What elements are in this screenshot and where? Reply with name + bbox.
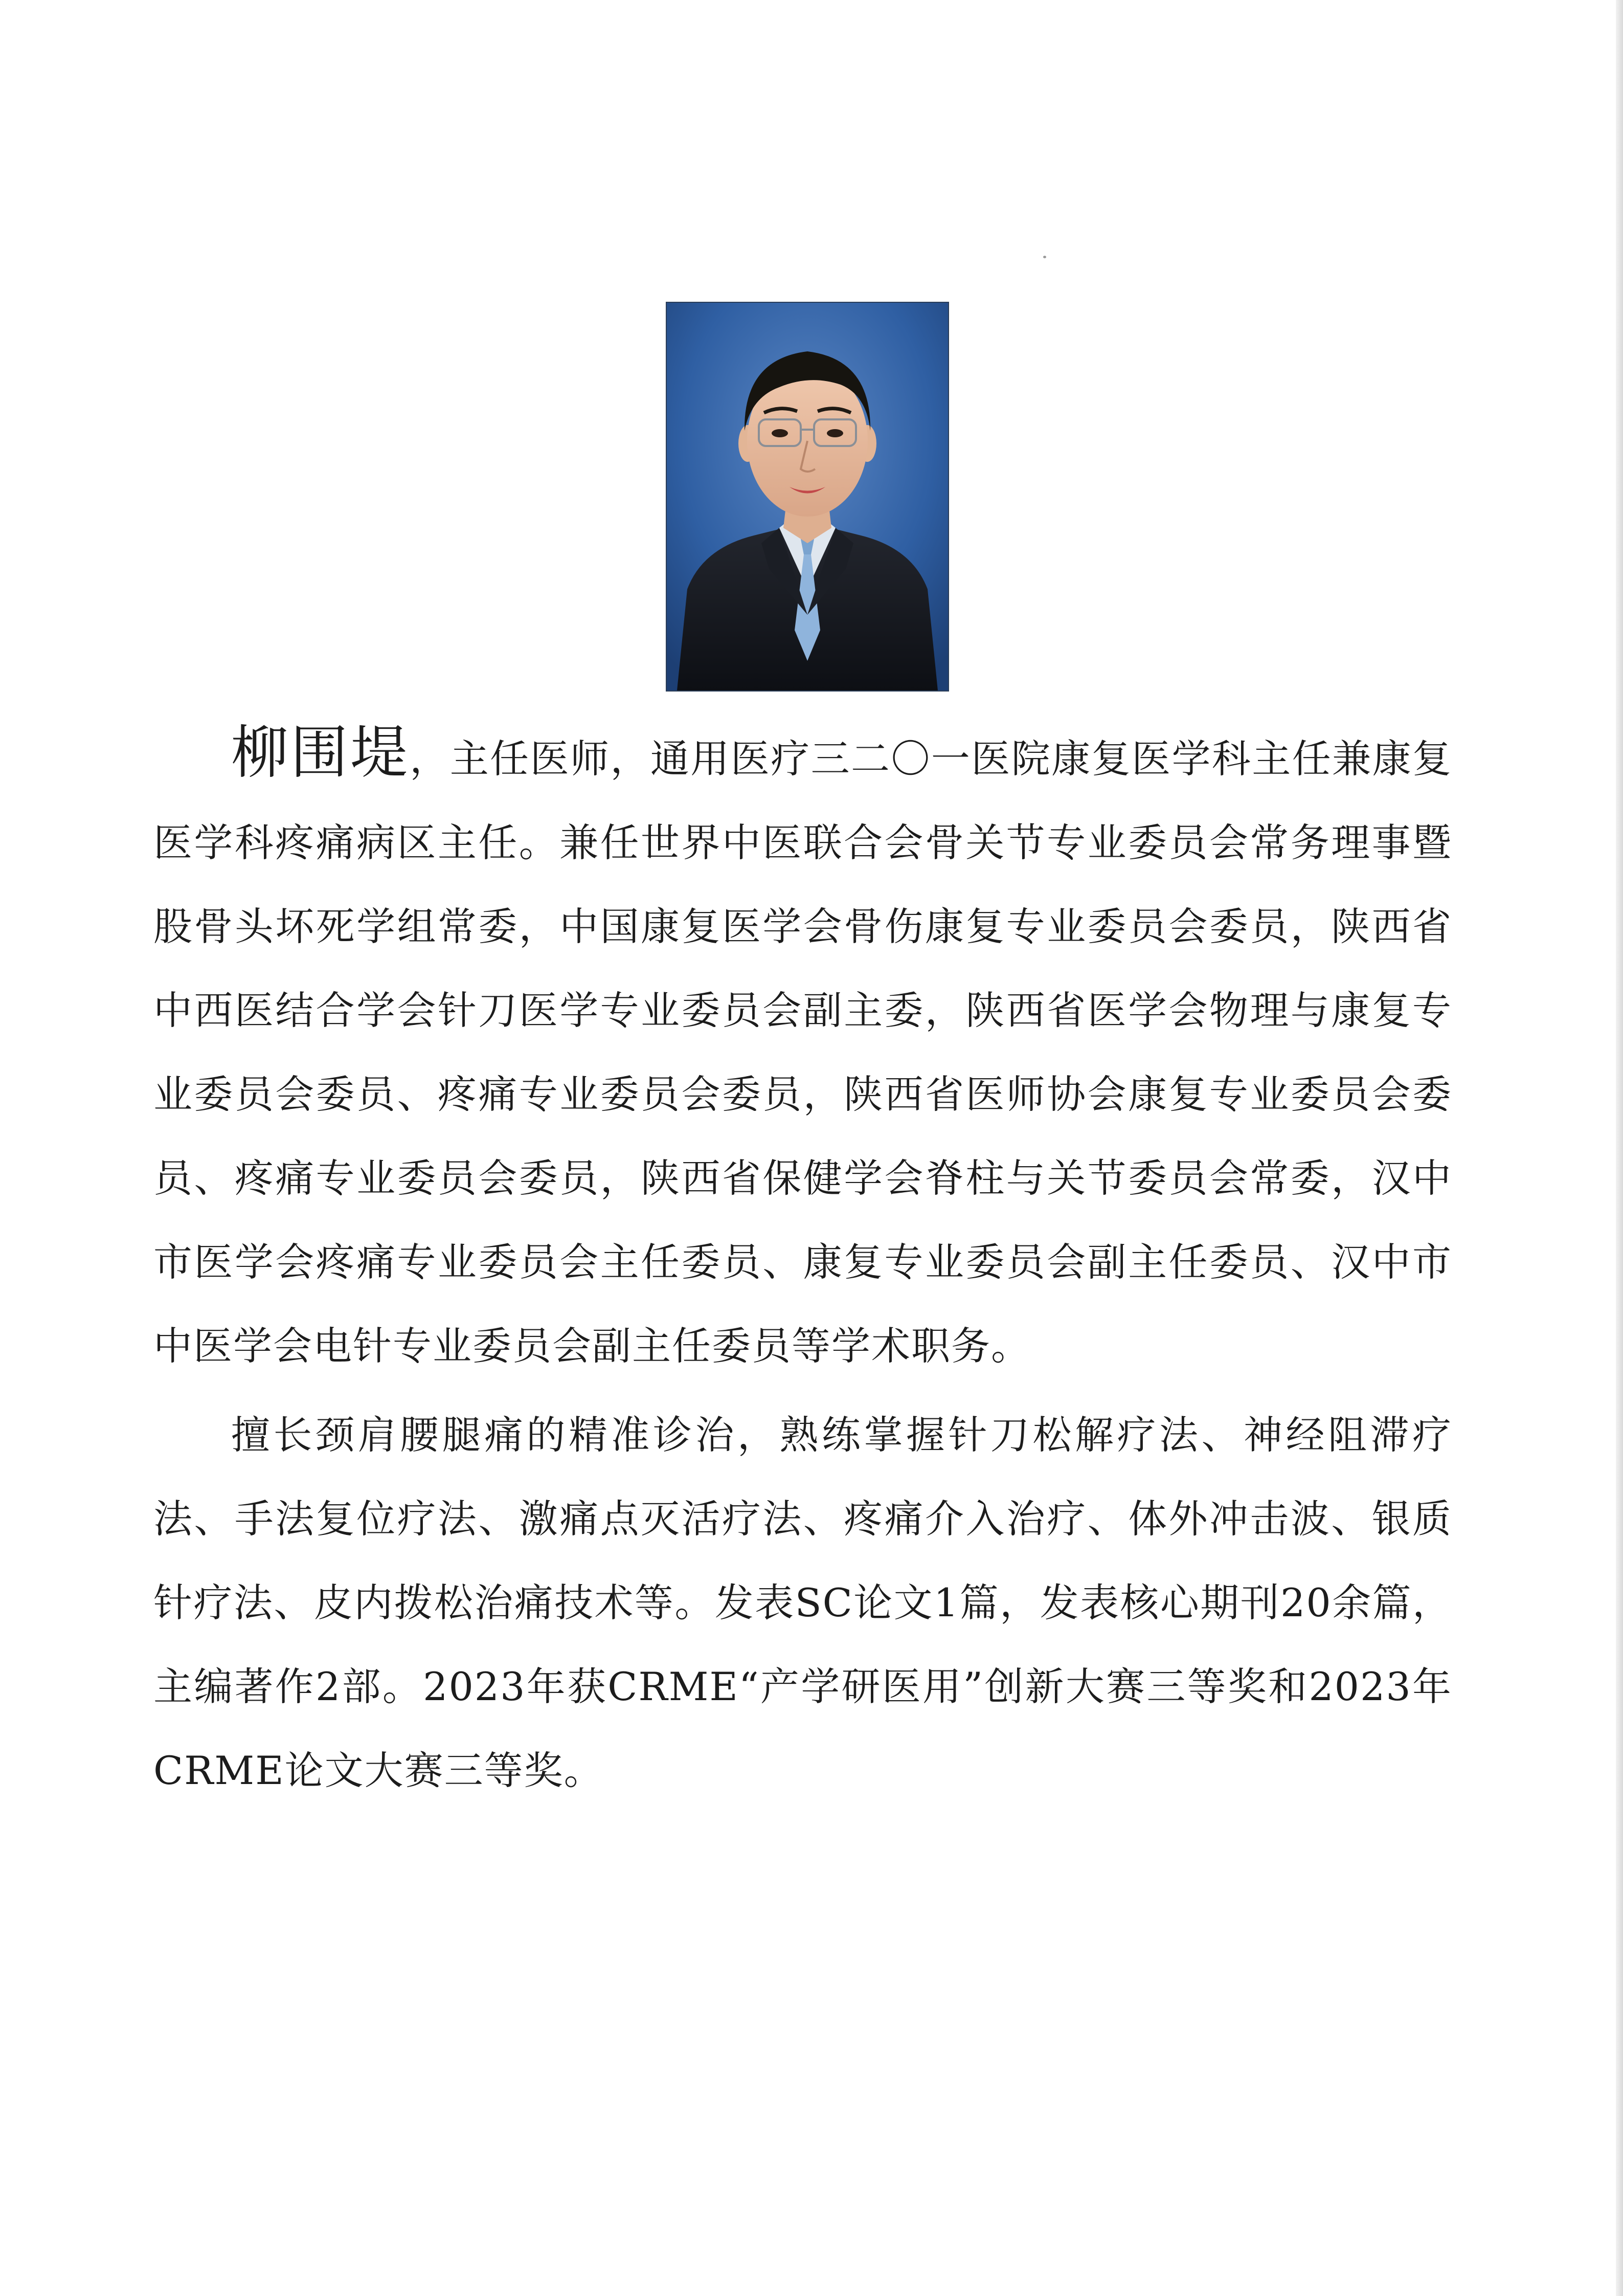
scan-edge-shadow <box>1616 0 1623 2296</box>
bio-paragraph-2: 擅长颈肩腰腿痛的精准诊治，熟练掌握针刀松解疗法、神经阻滞疗法、手法复位疗法、激痛点灭活疗法、疼痛介入治疗、体外冲击波、银质针疗法、皮内拨松治痛技术等。发表SC论文1篇，发表核心期刊20余篇，主编著作2部。2023年获CRME“产学研医用”创新大赛三等奖和2023年CRME论文大赛三等奖。 <box>153 1412 1452 1793</box>
biography-text <box>153 711 1452 1813</box>
bio-paragraph-1 <box>153 711 1452 1388</box>
scan-speck <box>1043 256 1046 258</box>
person-name: 柳围堤 <box>231 720 410 786</box>
bio-paragraph-1-text: ，主任医师，通用医疗三二〇一医院康复医学科主任兼康复医学科疼痛病区主任。兼任世界中医联合会骨关节专业委员会常务理事暨股骨头坏死学组常委，中国康复医学会骨伤康复专业委员会委员，陕西省中西医结合学会针刀医学专业委员会副主委，陕西省医学会物理与康复专业委员会委员、疼痛专业委员会委员，陕西省医师协会康复专业委员会委员、疼痛专业委员会委员，陕西省保健学会脊柱与关节委员会常委，汉中市医学会疼痛专业委员会主任委员、康复专业委员会副主任委员、汉中市中医学会电针专业委员会副主任委员等学术职务。 <box>153 736 1453 1369</box>
portrait-photo <box>666 302 949 692</box>
